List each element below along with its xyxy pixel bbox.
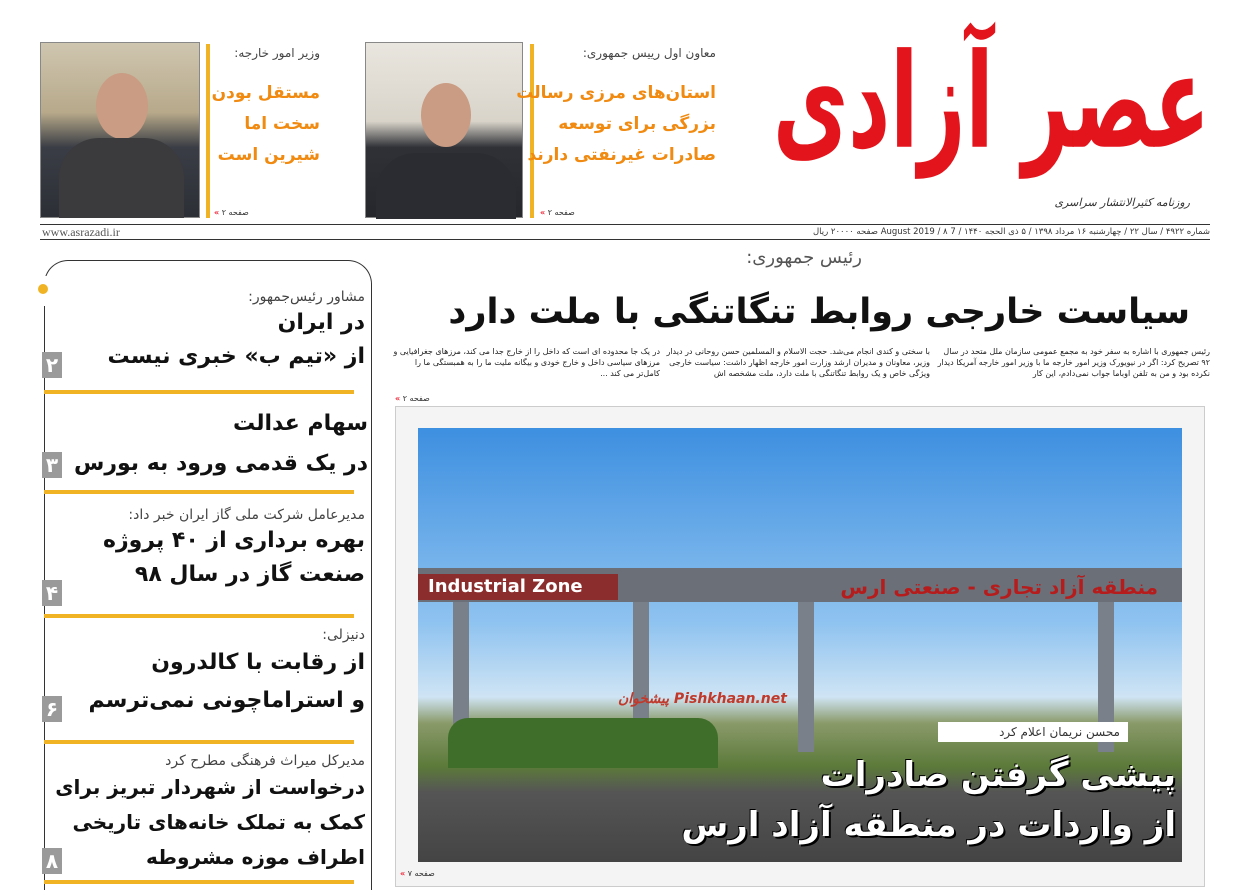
teaser-line: شیرین است	[217, 145, 320, 165]
sidebar-headline: و استراماچونی نمی‌ترسم	[88, 688, 365, 713]
lead-headline[interactable]: سیاست خارجی روابط تنگاتنگی با ملت دارد	[448, 292, 1190, 332]
feature-headline-line: پیشی گرفتن صادرات	[820, 755, 1176, 795]
lead-column: رئیس جمهوری با اشاره به سفر خود به مجمع عمومی سازمان ملل متحد در سال ۹۲ تصریح کرد: اگر در نیویورک وزیر امور خارجه ما با وزیر امور خارجه آمریکا دیدار نکرده بود و من به تلفن اوباما جواب نمی‌دادم، این کار	[937, 347, 1210, 378]
teaser-divider	[530, 44, 534, 218]
feature-photo[interactable]	[418, 428, 1182, 862]
sidebar-headline: صنعت گاز در سال ۹۸	[134, 562, 365, 587]
teaser-kicker: وزیر امور خارجه:	[234, 46, 320, 60]
sidebar-headline: کمک به تملک خانه‌های تاریخی	[72, 810, 365, 834]
newspaper-subtitle: روزنامه کثیرالانتشار سراسری	[1054, 196, 1190, 209]
sidebar-kicker: مدیرکل میراث فرهنگی مطرح کرد	[165, 753, 365, 769]
teaser-vice-president[interactable]	[516, 46, 716, 171]
feature-page-ref[interactable]: « صفحه ۷	[400, 869, 435, 878]
sidebar-headline: اطراف موزه مشروطه	[146, 845, 365, 869]
teaser-kicker: معاون اول رییس جمهوری:	[582, 46, 716, 60]
sidebar-headline: سهام عدالت	[232, 411, 368, 436]
teaser-line: استان‌های مرزی رسالت	[516, 83, 716, 103]
sidebar-headline: در یک قدمی ورود به بورس	[73, 451, 368, 476]
teaser-line: بزرگی برای توسعه	[558, 114, 716, 134]
sidebar-story[interactable]	[70, 626, 365, 720]
page-number-badge: ۲	[42, 352, 62, 378]
feature-headline[interactable]	[558, 750, 1176, 850]
page-number-badge: ۶	[42, 696, 62, 722]
sidebar-kicker: مدیرعامل شرکت ملی گاز ایران خبر داد:	[128, 507, 365, 523]
sidebar-kicker: مشاور رئیس‌جمهور:	[248, 289, 365, 305]
divider	[44, 740, 354, 744]
lead-column: در یک جا محدوده ای است که داخل را از خارج جدا می کند، مرزهای جغرافیایی و مرزهای سیاسی داخل و خارج خودی و بیگانه ملیت ما را به همبستگی ما را کامل‌تر می کند ...	[393, 347, 660, 378]
teaser-page-ref[interactable]: « صفحه ۲	[214, 208, 249, 217]
feature-headline-line: از واردات در منطقه آزاد ارس	[681, 805, 1176, 845]
sidebar-kicker: دنیزلی:	[322, 627, 365, 643]
teaser-line: سخت اما	[244, 114, 320, 134]
rule	[40, 239, 1210, 240]
newspaper-logo: عصر آزادی	[772, 26, 1210, 179]
lead-column: با سختی و کندی انجام می‌شد. حجت الاسلام و المسلمین حسن روحانی در دیدار وزیر، معاونان و مدیران ارشد وزارت امور خارجه اظهار داشت: سیاست خارجی ویژگی خاص و یک روابط تنگاتنگی با ملت دارد، ملت مشخصه اش	[666, 347, 930, 378]
teaser-page-ref[interactable]: « صفحه ۲	[540, 208, 575, 217]
watermark: پیشخوان Pishkhaan.net	[618, 691, 787, 707]
sign-industrial-zone: Industrial Zone	[428, 576, 583, 597]
sidebar-story[interactable]	[50, 752, 365, 875]
divider	[44, 490, 354, 494]
sidebar-headline: از «تیم ب» خبری نیست	[107, 344, 365, 369]
teaser-line: صادرات غیرنفتی دارند	[527, 145, 716, 165]
divider	[44, 614, 354, 618]
vice-president-photo	[365, 42, 523, 218]
feature-byline: محسن نریمان اعلام کرد	[938, 722, 1128, 742]
sidebar-headline: بهره برداری از ۴۰ پروژه	[102, 528, 365, 553]
sidebar-story[interactable]	[70, 404, 368, 484]
sidebar-headline: از رقابت با کالدرون	[151, 650, 365, 675]
lead-kicker: رئیس جمهوری:	[746, 247, 862, 268]
rule	[40, 224, 1210, 225]
divider	[44, 880, 354, 884]
sidebar-story[interactable]	[70, 288, 365, 374]
page-number-badge: ۴	[42, 580, 62, 606]
foreign-minister-photo	[40, 42, 200, 218]
page-number-badge: ۳	[42, 452, 62, 478]
page-number-badge: ۸	[42, 848, 62, 874]
teaser-line: مستقل بودن	[211, 83, 320, 103]
sidebar-dot	[38, 284, 48, 294]
teaser-foreign-minister[interactable]	[211, 46, 320, 171]
lead-page-ref[interactable]: « صفحه ۲	[395, 394, 430, 403]
website-link[interactable]: www.asrazadi.ir	[42, 225, 120, 239]
sidebar-headline: درخواست از شهردار تبریز برای	[55, 775, 365, 799]
dateline: شماره ۴۹۲۲ / سال ۲۲ / چهارشنبه ۱۶ مرداد ۱۳۹۸ / ۵ ذی الحجه ۱۴۴۰ / 7 August 2019 / ۸ صفحه ۲۰۰۰۰ ریال	[812, 227, 1210, 237]
teaser-divider	[206, 44, 210, 218]
divider	[44, 390, 354, 394]
sign-aras-free-zone: منطقه آزاد تجاری - صنعتی ارس	[840, 575, 1158, 599]
sidebar-story[interactable]	[70, 506, 365, 592]
sidebar-headline: در ایران	[277, 310, 365, 335]
